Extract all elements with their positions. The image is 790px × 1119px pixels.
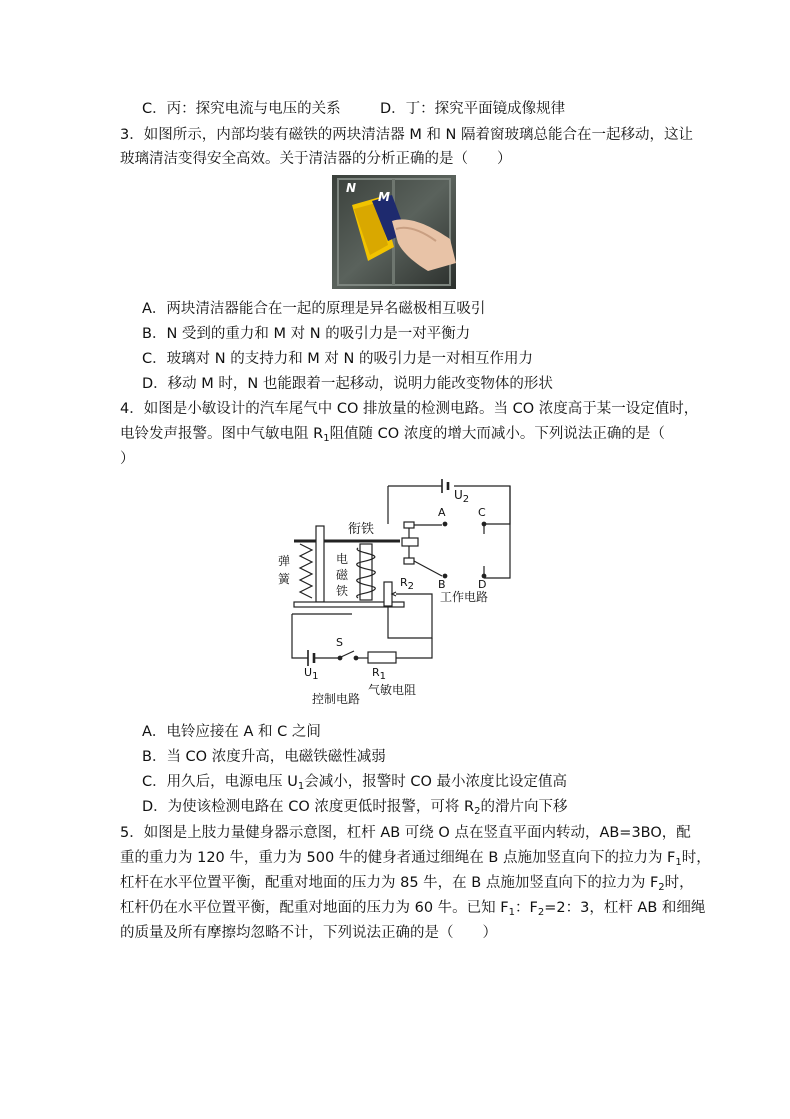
q3-option-b: B．N 受到的重力和 M 对 N 的吸引力是一对平衡力 xyxy=(142,326,471,342)
armature-label: 衔铁 xyxy=(348,522,375,537)
spring-label-1: 弹 xyxy=(278,554,291,568)
q4-stem-line3: ） xyxy=(120,451,135,467)
contact-a-label: A xyxy=(438,506,446,519)
q2-option-c: C．丙：探究电流与电压的关系 xyxy=(142,101,341,117)
r2-label: R2 xyxy=(400,576,415,592)
contact-b-label: B xyxy=(438,578,446,591)
q5-line5: 的质量及所有摩擦均忽略不计，下列说法正确的是（ ） xyxy=(120,925,497,941)
electromagnet-label-1: 电 xyxy=(336,552,349,566)
q5-line4: 杠杆仍在水平位置平衡，配重对地面的压力为 60 牛。已知 $F_1$：$F_2=2$：3，杠杆 AB 和细绳 xyxy=(120,900,706,918)
photo-label-m: M xyxy=(378,190,390,204)
contact-c-label: C xyxy=(478,506,486,519)
u2-label: $U_2$ xyxy=(454,488,470,505)
q4-option-b: B．当 CO 浓度升高，电磁铁磁性减弱 xyxy=(142,749,386,765)
q5-line2: 重的重力为 120 牛，重力为 500 牛的健身者通过细绳在 B 点施加竖直向下的拉力为 $F_1$时， xyxy=(120,850,711,868)
q4-stem-line1: 4．如图是小敏设计的汽车尾气中 CO 排放量的检测电路。当 CO 浓度高于某一设定值时， xyxy=(120,401,699,417)
control-circuit-label: 控制电路 xyxy=(312,692,361,706)
gas-resistor-label: 气敏电阻 xyxy=(368,683,417,697)
q4-option-a: A．电铃应接在 A 和 C 之间 xyxy=(142,724,321,740)
q3-option-c: C．玻璃对 N 的支持力和 M 对 N 的吸引力是一对相互作用力 xyxy=(142,351,533,367)
q3-option-d: D．移动 M 时，N 也能跟着一起移动，说明力能改变物体的形状 xyxy=(142,376,553,392)
electromagnet-label-2: 磁 xyxy=(336,568,349,582)
spring-label-2: 簧 xyxy=(278,572,291,586)
u1-label: U1 xyxy=(304,666,319,682)
q4-stem-line2: 电铃发声报警。图中气敏电阻 $R_1$阻值随 CO 浓度的增大而减小。下列说法正确的是（ xyxy=(120,426,665,444)
r1-label: R1 xyxy=(372,666,387,682)
q4-option-d: D．为使该检测电路在 CO 浓度更低时报警，可将 $R_2$的滑片向下移 xyxy=(142,799,568,817)
working-circuit-label: 工作电路 xyxy=(440,590,489,604)
q4-option-c: C．用久后，电源电压 $U_1$会减小，报警时 CO 最小浓度比设定值高 xyxy=(142,774,567,792)
q3-option-a: A．两块清洁器能合在一起的原理是异名磁极相互吸引 xyxy=(142,301,486,317)
window-cleaner-photo xyxy=(332,175,456,289)
contact-d-label: D xyxy=(478,578,487,591)
q3-stem-line1: 3．如图所示，内部均装有磁铁的两块清洁器 M 和 N 隔着窗玻璃总能合在一起移动，这让 xyxy=(120,127,694,143)
electromagnet-label-3: 铁 xyxy=(336,584,349,598)
switch-label: S xyxy=(336,636,343,649)
q3-stem-line2: 玻璃清洁变得安全高效。关于清洁器的分析正确的是（ ） xyxy=(120,151,512,167)
q5-line3: 杠杆在水平位置平衡，配重对地面的压力为 85 牛，在 B 点施加竖直向下的拉力为 $F_2$时， xyxy=(120,875,694,893)
co-detection-circuit-diagram xyxy=(272,478,522,710)
photo-label-n: N xyxy=(346,181,357,195)
q5-line1: 5．如图是上肢力量健身器示意图，杠杆 AB 可绕 O 点在竖直平面内转动，AB=3BO，配 xyxy=(120,825,691,841)
q2-option-d: D．丁：探究平面镜成像规律 xyxy=(380,101,566,117)
